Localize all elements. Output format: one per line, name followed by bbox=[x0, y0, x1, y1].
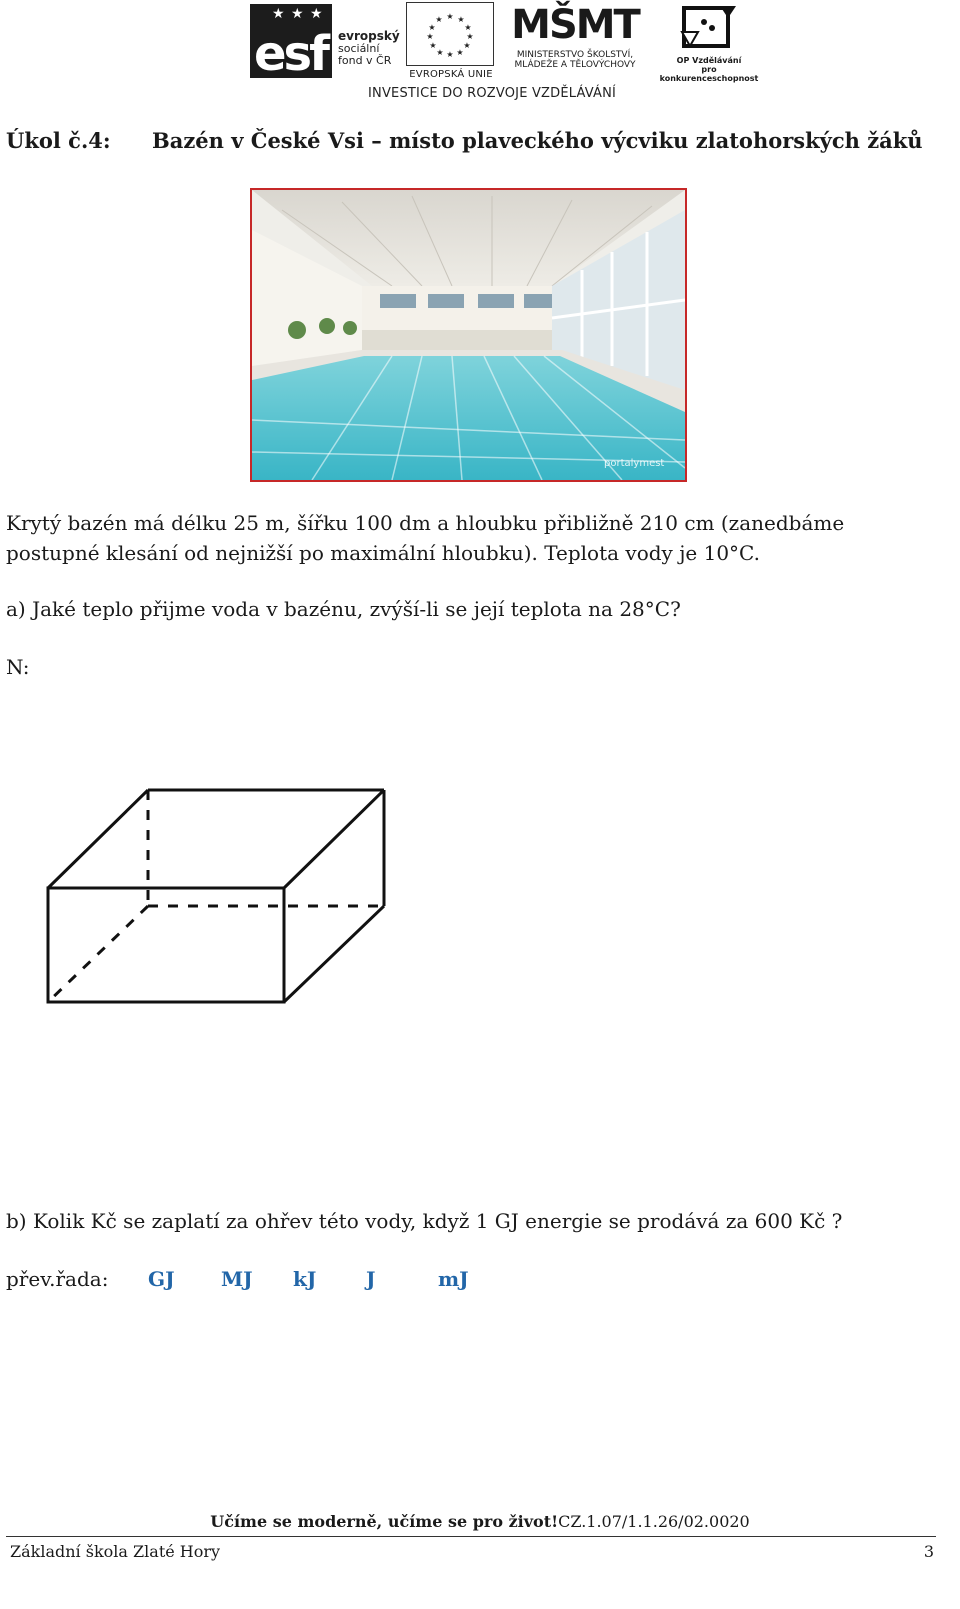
header-logos bbox=[250, 0, 770, 110]
school-name: Základní škola Zlaté Hory bbox=[10, 1542, 221, 1561]
op-logo bbox=[654, 2, 764, 83]
footer-rule bbox=[6, 1536, 936, 1537]
unit-mj: MJ bbox=[221, 1267, 253, 1291]
question-a: a) Jaké teplo přijme voda v bazénu, zvýší-li se její teplota na 28°C? bbox=[6, 597, 681, 621]
svg-text:★: ★ bbox=[426, 32, 434, 41]
answer-a-label: N: bbox=[6, 655, 30, 679]
question-b: b) Kolik Kč se zaplatí za ohřev této vody, když 1 GJ energie se prodává za 600 Kč ? bbox=[6, 1209, 843, 1233]
svg-text:★: ★ bbox=[428, 23, 436, 32]
pool-photo bbox=[250, 188, 687, 482]
eu-flag-icon bbox=[406, 2, 494, 66]
msmt-logo bbox=[500, 0, 650, 80]
svg-text:★: ★ bbox=[429, 41, 437, 50]
svg-text:★: ★ bbox=[456, 48, 464, 57]
svg-text:★: ★ bbox=[446, 50, 454, 57]
svg-text:★: ★ bbox=[463, 41, 471, 50]
task-label: Úkol č.4: bbox=[6, 128, 111, 153]
unit-gj: GJ bbox=[148, 1267, 175, 1291]
star-icon: ★ ★ ★ bbox=[272, 6, 324, 22]
svg-text:★: ★ bbox=[457, 15, 465, 24]
esf-logo bbox=[250, 4, 400, 82]
unit-mj-milli: mJ bbox=[438, 1267, 469, 1291]
unit-j: J bbox=[366, 1267, 376, 1291]
cuboid-sketch bbox=[40, 780, 400, 1010]
project-code: CZ.1.07/1.1.26/02.0020 bbox=[558, 1512, 750, 1531]
op-logo-text: OP Vzdělávání pro konkurenceschopnost bbox=[659, 56, 759, 83]
op-logo-icon bbox=[680, 2, 738, 56]
esf-logo-letters: esf bbox=[254, 26, 328, 82]
esf-logo-text: evropský sociální fond v ČR bbox=[338, 29, 400, 67]
page-number: 3 bbox=[923, 1542, 934, 1561]
task-heading: Bazén v České Vsi – místo plaveckého výcviku zlatohorských žáků bbox=[152, 128, 923, 153]
svg-text:★: ★ bbox=[464, 23, 472, 32]
msmt-logo-text: MINISTERSTVO ŠKOLSTVÍ, MLÁDEŽE A TĚLOVÝCHOVY bbox=[514, 50, 636, 70]
svg-text:★: ★ bbox=[466, 32, 474, 41]
footer-motto: Učíme se moderně, učíme se pro život!CZ.1.07/1.1.26/02.0020 bbox=[210, 1512, 750, 1531]
eu-logo-label: EVROPSKÁ UNIE bbox=[409, 69, 493, 80]
conversion-label: přev.řada: bbox=[6, 1267, 109, 1291]
svg-text:★: ★ bbox=[436, 48, 444, 57]
msmt-logo-mark: MŠMT bbox=[511, 2, 639, 48]
svg-text:★: ★ bbox=[435, 15, 443, 24]
svg-text:★: ★ bbox=[446, 12, 454, 21]
photo-watermark: portalymest bbox=[604, 458, 665, 469]
task-description: Krytý bazén má délku 25 m, šířku 100 dm a hloubku přibližně 210 cm (zanedbáme postupné klesání od nejnižší po maximální hloubku). Teplota vody je 10°C. bbox=[6, 511, 845, 565]
header-slogan: INVESTICE DO ROZVOJE VZDĚLÁVÁNÍ bbox=[368, 86, 617, 101]
unit-kj: kJ bbox=[293, 1267, 317, 1291]
eu-logo bbox=[406, 2, 496, 80]
